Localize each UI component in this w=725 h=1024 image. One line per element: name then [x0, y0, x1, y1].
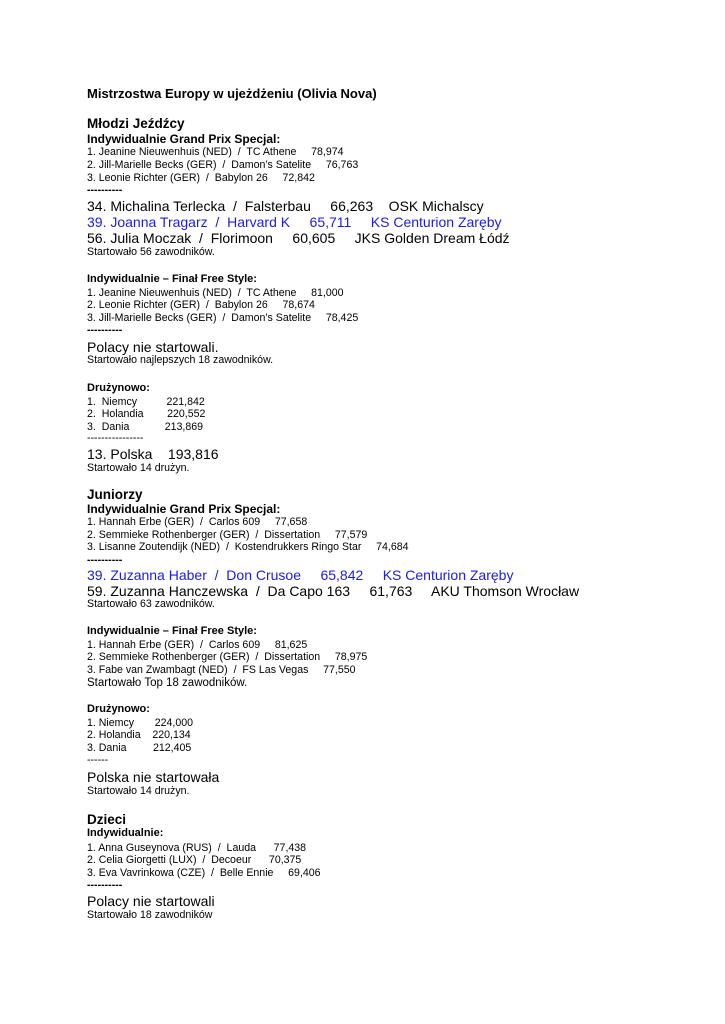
- team-result-line: 2. Holandia 220,552: [87, 408, 206, 420]
- result-line: 2. Semmieke Rothenberger (GER) / Dissertation 78,975: [87, 651, 368, 663]
- starters-note: Startowało 14 drużyn.: [87, 462, 190, 474]
- subheading-freestyle: Indywidualnie – Finał Free Style:: [87, 625, 257, 637]
- polish-status: Polacy nie startowali.: [87, 339, 219, 355]
- subheading-gp: Indywidualnie Grand Prix Specjal:: [87, 502, 281, 516]
- result-line: 1. Anna Guseynova (RUS) / Lauda 77,438: [87, 842, 307, 854]
- result-line: 2. Jill-Marielle Becks (GER) / Damon’s Satelite 76,763: [87, 159, 359, 171]
- result-line: 3. Fabe van Zwambagt (NED) / FS Las Vegas 77,550: [87, 664, 356, 676]
- result-line: 3. Leonie Richter (GER) / Babylon 26 72,842: [87, 172, 315, 184]
- section-heading-dzieci: Dzieci: [87, 812, 127, 827]
- polish-team-result: 13. Polska 193,816: [87, 446, 219, 462]
- section-heading-juniorzy: Juniorzy: [87, 487, 143, 502]
- subheading-freestyle: Indywidualnie – Finał Free Style:: [87, 273, 257, 285]
- subheading-team: Drużynowo:: [87, 703, 150, 715]
- result-line: 1. Hannah Erbe (GER) / Carlos 609 81,625: [87, 639, 308, 651]
- result-line: 2. Leonie Richter (GER) / Babylon 26 78,674: [87, 299, 315, 311]
- separator: ----------------: [87, 432, 144, 444]
- polish-result-line-highlight: 39. Joanna Tragarz / Harvard K 65,711 KS Centurion Zaręby: [87, 214, 502, 230]
- team-result-line: 3. Dania 213,869: [87, 421, 204, 433]
- team-result-line: 3. Dania 212,405: [87, 742, 192, 754]
- result-line: 3. Eva Vavrinkowa (CZE) / Belle Ennie 69,406: [87, 867, 321, 879]
- result-line: 2. Celia Giorgetti (LUX) / Decoeur 70,375: [87, 854, 302, 866]
- polish-result-line: 56. Julia Moczak / Florimoon 60,605 JKS Golden Dream Łódź: [87, 230, 510, 246]
- result-line: 3. Jill-Marielle Becks (GER) / Damon’s Satelite 78,425: [87, 312, 359, 324]
- starters-note: Startowało 63 zawodników.: [87, 598, 215, 610]
- document-title: Mistrzostwa Europy w ujeżdżeniu (Olivia Nova): [87, 86, 377, 101]
- result-line: 1. Hannah Erbe (GER) / Carlos 609 77,658: [87, 516, 308, 528]
- subheading-gp: Indywidualnie Grand Prix Specjal:: [87, 132, 281, 146]
- result-line: 2. Semmieke Rothenberger (GER) / Dissertation 77,579: [87, 529, 368, 541]
- separator: ----------: [87, 184, 123, 196]
- starters-note: Startowało 18 zawodników: [87, 909, 213, 921]
- team-result-line: 1. Niemcy 221,842: [87, 396, 205, 408]
- starters-note: Startowało 14 drużyn.: [87, 785, 190, 797]
- result-line: 1. Jeanine Nieuwenhuis (NED) / TC Athene 78,974: [87, 146, 344, 158]
- separator: ----------: [87, 324, 123, 336]
- separator: ------: [87, 754, 109, 766]
- section-heading-mlodzi: Młodzi Jeźdźcy: [87, 116, 185, 131]
- result-line: 1. Jeanine Nieuwenhuis (NED) / TC Athene 81,000: [87, 287, 344, 299]
- subheading-team: Drużynowo:: [87, 382, 150, 394]
- starters-note: Startowało Top 18 zawodników.: [87, 677, 248, 689]
- result-line: 3. Lisanne Zoutendijk (NED) / Kostendrukkers Ringo Star 74,684: [87, 541, 409, 553]
- separator: ----------: [87, 879, 123, 891]
- starters-note: Startowało 56 zawodników.: [87, 246, 215, 258]
- separator: ----------: [87, 554, 123, 566]
- subheading-individual: Indywidualnie:: [87, 827, 164, 839]
- polish-result-line: 34. Michalina Terlecka / Falsterbau 66,263 OSK Michalscy: [87, 198, 484, 214]
- polish-result-line: 59. Zuzanna Hanczewska / Da Capo 163 61,763 AKU Thomson Wrocław: [87, 583, 580, 599]
- team-result-line: 1. Niemcy 224,000: [87, 717, 193, 729]
- polish-result-line-highlight: 39. Zuzanna Haber / Don Crusoe 65,842 KS Centurion Zaręby: [87, 567, 514, 583]
- polish-status: Polacy nie startowali: [87, 893, 215, 909]
- starters-note: Startowało najlepszych 18 zawodników.: [87, 354, 274, 366]
- polish-status: Polska nie startowała: [87, 769, 220, 785]
- team-result-line: 2. Holandia 220,134: [87, 729, 191, 741]
